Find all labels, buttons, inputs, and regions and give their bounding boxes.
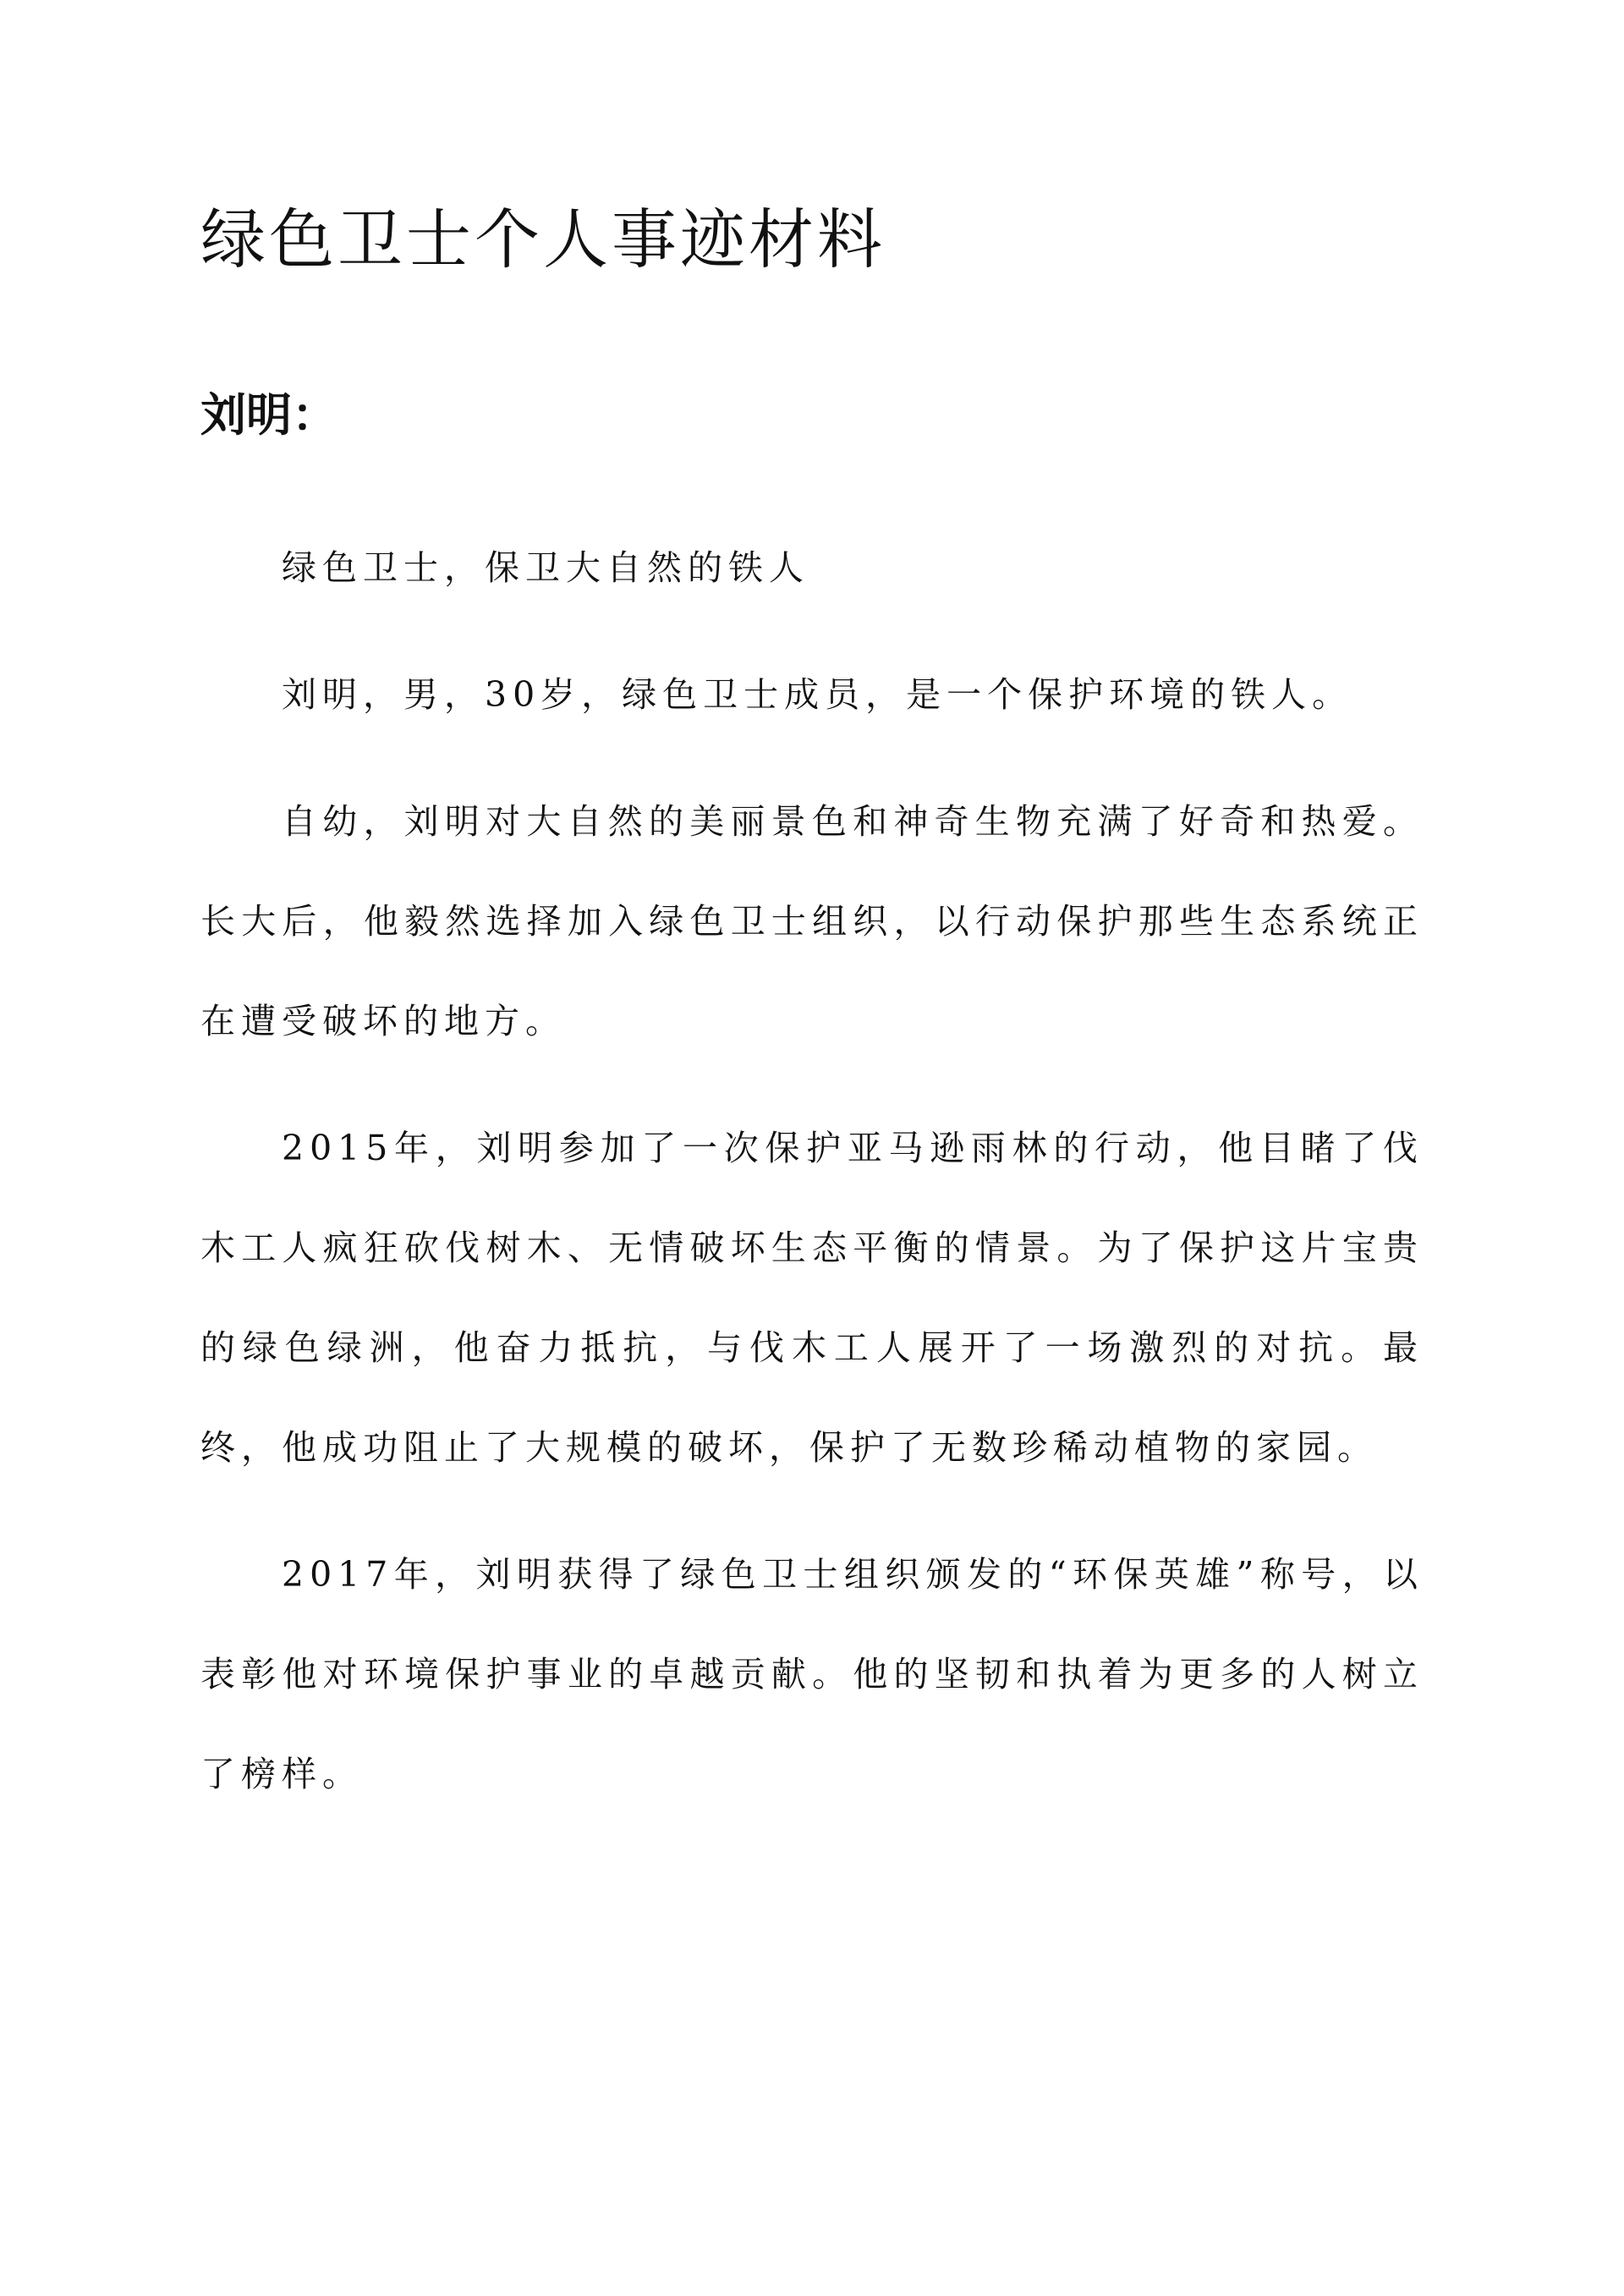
paragraph-intro: 刘明，男，30岁，绿色卫士成员，是一个保护环境的铁人。 — [282, 674, 1353, 715]
page-title: 绿色卫士个人事迹材料 — [200, 203, 886, 278]
paragraph-2015: 2015年，刘明参加了一次保护亚马逊雨林的行动，他目睹了伐木工人疯狂砍伐树木、无情破坏生态平衡的情景。为了保护这片宝贵的绿色绿洲，他奋力抵抗，与伐木工人展开了一场激烈的对抗。最终，他成功阻止了大规模的破坏，保护了无数珍稀动植物的家园。 — [200, 1128, 1424, 1468]
person-name-heading: 刘明： — [200, 387, 337, 442]
paragraph-childhood: 自幼，刘明对大自然的美丽景色和神奇生物充满了好奇和热爱。长大后，他毅然选择加入绿色卫士组织，以行动保护那些生态系统正在遭受破坏的地方。 — [200, 801, 1424, 1041]
paragraph-tagline: 绿色卫士，保卫大自然的铁人 — [282, 547, 809, 588]
paragraph-2017: 2017年，刘明获得了绿色卫士组织颁发的“环保英雄”称号，以表彰他对环境保护事业的卓越贡献。他的坚韧和执着为更多的人树立了榜样。 — [200, 1554, 1424, 1794]
document-body — [200, 186, 1424, 1824]
